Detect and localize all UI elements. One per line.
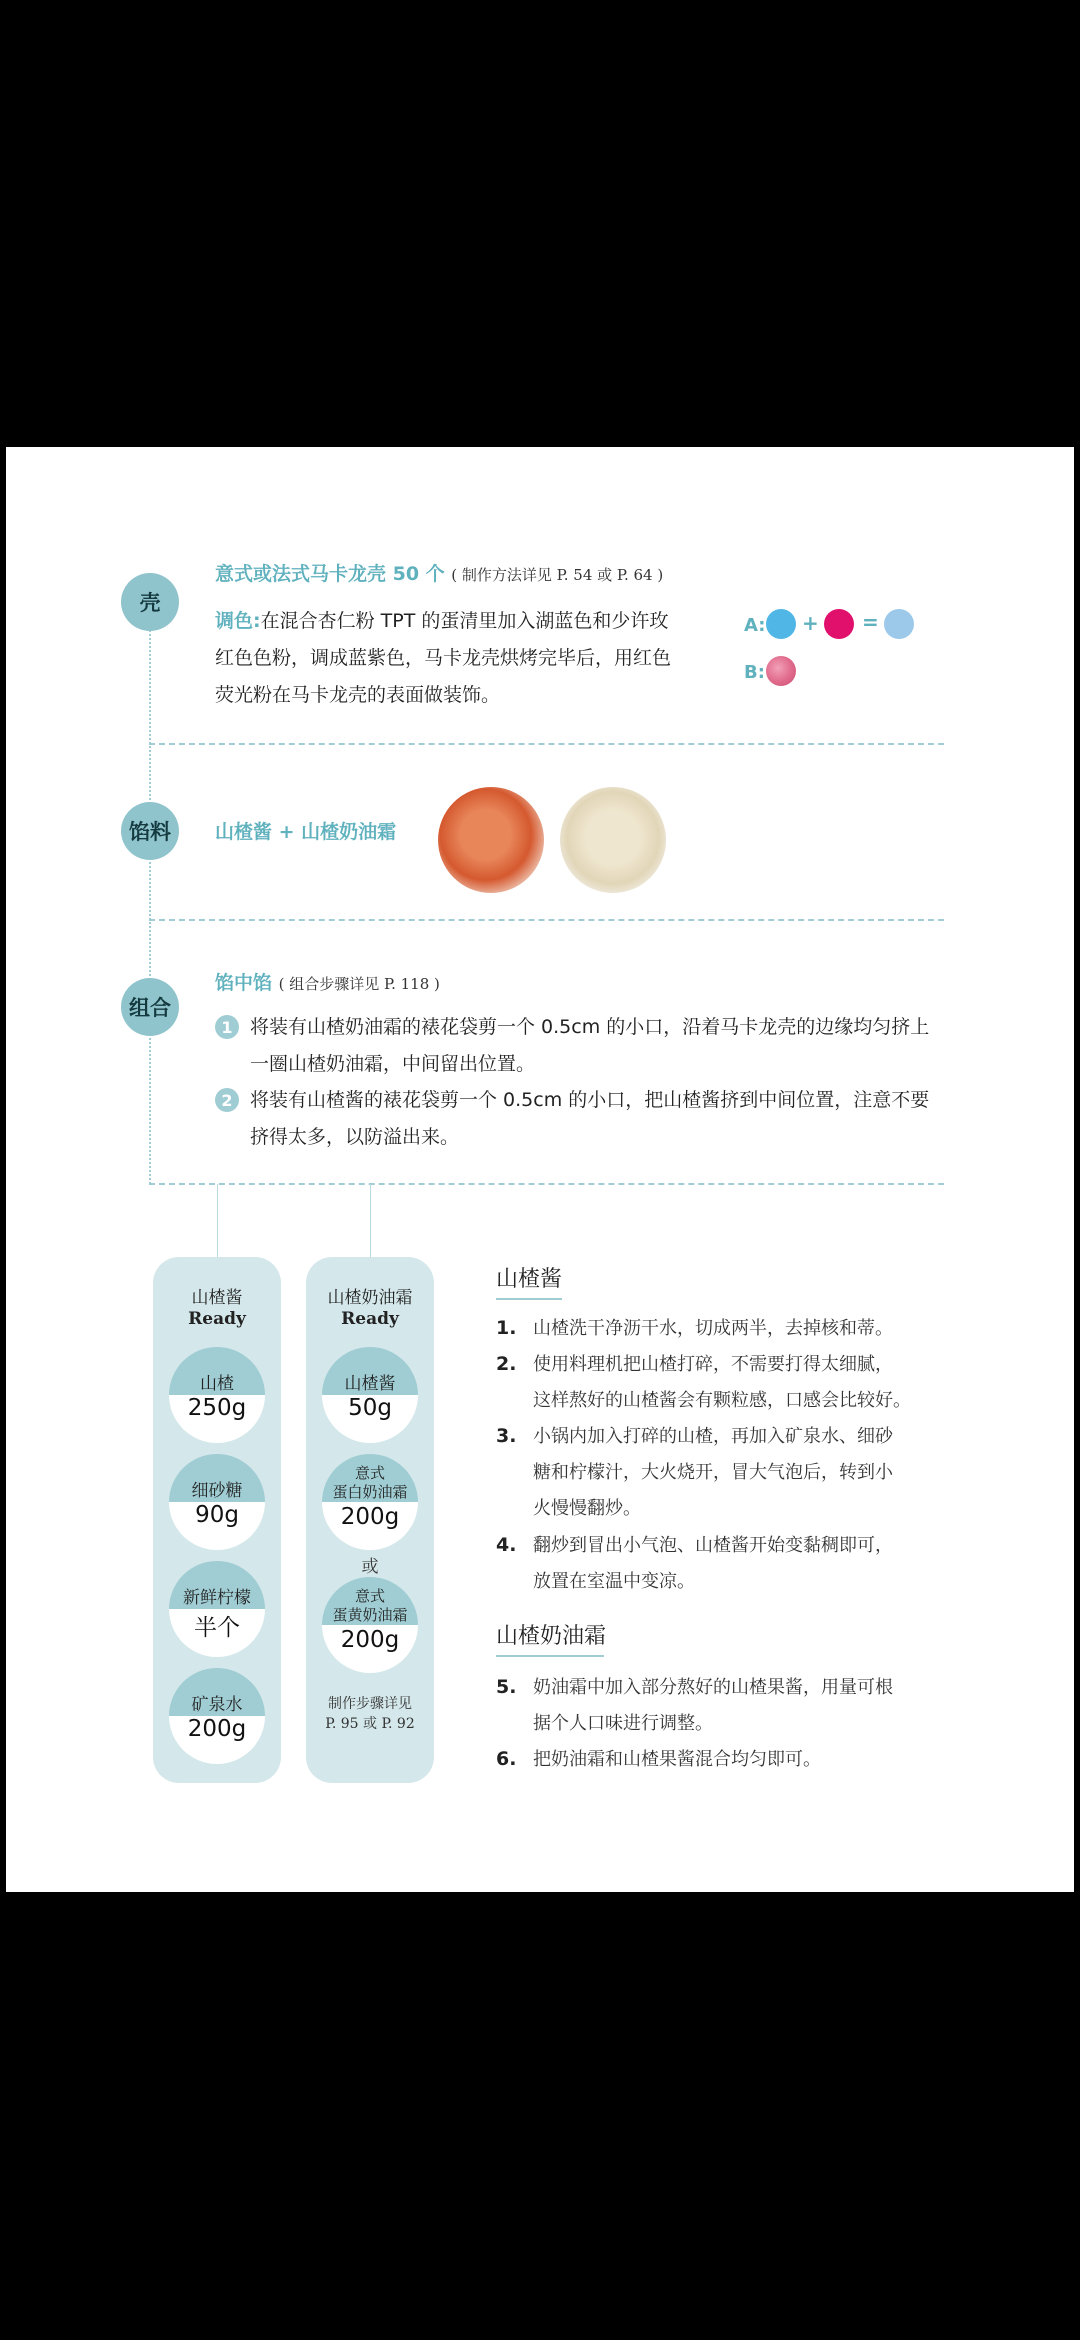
col2-ready: Ready: [341, 1309, 399, 1329]
or-label: 或: [361, 1557, 379, 1577]
shell-color-line-2: 红色色粉，调成蓝紫色，马卡龙壳烘烤完毕后，用红色: [215, 647, 672, 669]
ingredient-circle: [322, 1454, 418, 1550]
assembly-step-2: [250, 1082, 960, 1156]
shell-color-text: [215, 603, 715, 714]
ingredient-qty: 200g: [187, 1716, 247, 1742]
method-item-6: [533, 1742, 963, 1778]
col1-title: 山楂酱: [191, 1288, 243, 1308]
ingredient-name: 矿泉水: [191, 1695, 243, 1715]
ingredient-qty: 200g: [340, 1504, 400, 1530]
col2-title: 山楂奶油霜: [327, 1288, 413, 1308]
hawthorn-jam-photo: [438, 787, 544, 893]
ingredient-name: 意式: [354, 1464, 385, 1482]
ingredient-circle: [322, 1347, 418, 1443]
method-item-number: 5.: [496, 1676, 517, 1698]
method2-heading: 山楂奶油霜: [496, 1624, 607, 1649]
ingredient-circle: [169, 1347, 265, 1443]
hawthorn-jam-ingredients: [153, 1257, 281, 1783]
method-item-line: 把奶油霜和山楂果酱混合均匀即可。: [533, 1749, 821, 1770]
method1-underline: [496, 1298, 562, 1300]
method-item-line: 奶油霜中加入部分熬好的山楂果酱，用量可根: [533, 1677, 893, 1698]
method-item-5: [533, 1670, 963, 1742]
assembly-badge: 组合: [121, 978, 179, 1036]
method-item-line: 山楂洗干净沥干水，切成两半，去掉核和蒂。: [533, 1318, 893, 1339]
recipe-page: [6, 447, 1074, 1892]
timeline-line: [149, 602, 151, 1184]
method-item-2: [533, 1347, 963, 1419]
method-item-line: 小锅内加入打碎的山楂，再加入矿泉水、细砂: [533, 1426, 893, 1447]
ingredient-name: 山楂: [200, 1374, 234, 1394]
method-item-number: 1.: [496, 1317, 517, 1339]
legend-pink-dot: [766, 656, 796, 686]
ingredient-circle: [169, 1454, 265, 1550]
ingredient-circle: [169, 1561, 265, 1657]
ingredient-qty: 90g: [195, 1502, 239, 1528]
ingredient-qty: 200g: [340, 1627, 400, 1653]
step-number: 2: [215, 1088, 239, 1112]
ingredient-name: 蛋黄奶油霜: [332, 1606, 408, 1624]
ingredient-qty: 250g: [187, 1395, 247, 1421]
assembly-title: [215, 968, 440, 995]
filling-title: 山楂酱 + 山楂奶油霜: [215, 821, 397, 843]
shell-badge: 壳: [121, 573, 179, 631]
shell-color-text-1: 在混合杏仁粉 TPT 的蛋清里加入湖蓝色和少许玫: [260, 610, 669, 632]
col2-note-line-2: P. 95 或 P. 92: [325, 1716, 415, 1732]
ingredient-name: 山楂酱: [344, 1374, 396, 1394]
method-item-1: [533, 1311, 963, 1347]
shell-color-line-3: 荧光粉在马卡龙壳的表面做装饰。: [215, 684, 501, 706]
method-item-number: 6.: [496, 1748, 517, 1770]
ingredient-qty: 半个: [194, 1615, 240, 1641]
method-item-number: 4.: [496, 1534, 517, 1556]
section-divider: [149, 1183, 944, 1185]
assembly-step-2-line-2: 挤得太多，以防溢出来。: [250, 1126, 460, 1148]
method-item-line: 这样熬好的山楂酱会有颗粒感，口感会比较好。: [533, 1390, 911, 1411]
hawthorn-buttercream-ingredients: [306, 1257, 434, 1783]
legend-plus: +: [802, 611, 819, 635]
connector-line: [370, 1184, 371, 1266]
legend-equals: =: [862, 610, 879, 634]
method-item-line: 放置在室温中变凉。: [533, 1571, 695, 1592]
assembly-step-1-line-2: 一圈山楂奶油霜，中间留出位置。: [250, 1053, 536, 1075]
method-item-line: 糖和柠檬汁，大火烧开，冒大气泡后，转到小: [533, 1462, 893, 1483]
shell-title: [215, 559, 663, 586]
section-divider: [149, 919, 944, 921]
ingredient-name: 细砂糖: [191, 1481, 243, 1501]
method-item-number: 2.: [496, 1353, 517, 1375]
method-item-line: 火慢慢翻炒。: [533, 1498, 641, 1519]
legend-magenta-dot: [824, 609, 854, 639]
col2-note-line-1: 制作步骤详见: [328, 1696, 412, 1712]
assembly-step-1: [250, 1009, 960, 1083]
legend-a-label: A:: [744, 615, 766, 636]
connector-line: [217, 1184, 218, 1266]
ingredient-qty: 50g: [348, 1395, 392, 1421]
legend-b-label: B:: [744, 662, 765, 683]
assembly-step-2-line-1: 将装有山楂酱的裱花袋剪一个 0.5cm 的小口，把山楂酱挤到中间位置，注意不要: [250, 1089, 930, 1111]
ingredient-circle: [322, 1577, 418, 1673]
method-item-3: [533, 1419, 963, 1527]
assembly-ref: ( 组合步骤详见 P. 118 ): [278, 975, 440, 993]
col1-ready: Ready: [188, 1309, 246, 1329]
legend-result-dot: [884, 609, 914, 639]
shell-title-text: 意式或法式马卡龙壳 50 个: [215, 563, 445, 585]
method2-underline: [496, 1655, 604, 1657]
shell-ref: ( 制作方法详见 P. 54 或 P. 64 ): [451, 566, 664, 584]
assembly-title-text: 馅中馅: [215, 972, 273, 994]
method-item-number: 3.: [496, 1425, 517, 1447]
ingredient-name: 蛋白奶油霜: [332, 1483, 408, 1501]
ingredient-circle: [169, 1668, 265, 1764]
shell-color-label: 调色:: [215, 610, 261, 632]
shell-color-line-1: [215, 603, 715, 640]
section-divider: [149, 743, 944, 745]
method-item-line: 使用料理机把山楂打碎，不需要打得太细腻，: [533, 1354, 893, 1375]
method-item-4: [533, 1528, 963, 1600]
filling-badge: 馅料: [121, 802, 179, 860]
legend-blue-dot: [766, 609, 796, 639]
method-item-line: 翻炒到冒出小气泡、山楂酱开始变黏稠即可，: [533, 1535, 893, 1556]
method-item-line: 据个人口味进行调整。: [533, 1713, 713, 1734]
ingredient-name: 新鲜柠檬: [183, 1588, 251, 1608]
hawthorn-buttercream-photo: [560, 787, 666, 893]
ingredient-name: 意式: [354, 1587, 385, 1605]
method1-heading: 山楂酱: [496, 1267, 563, 1292]
assembly-step-1-line-1: 将装有山楂奶油霜的裱花袋剪一个 0.5cm 的小口，沿着马卡龙壳的边缘均匀挤上: [250, 1016, 930, 1038]
step-number: 1: [215, 1015, 239, 1039]
